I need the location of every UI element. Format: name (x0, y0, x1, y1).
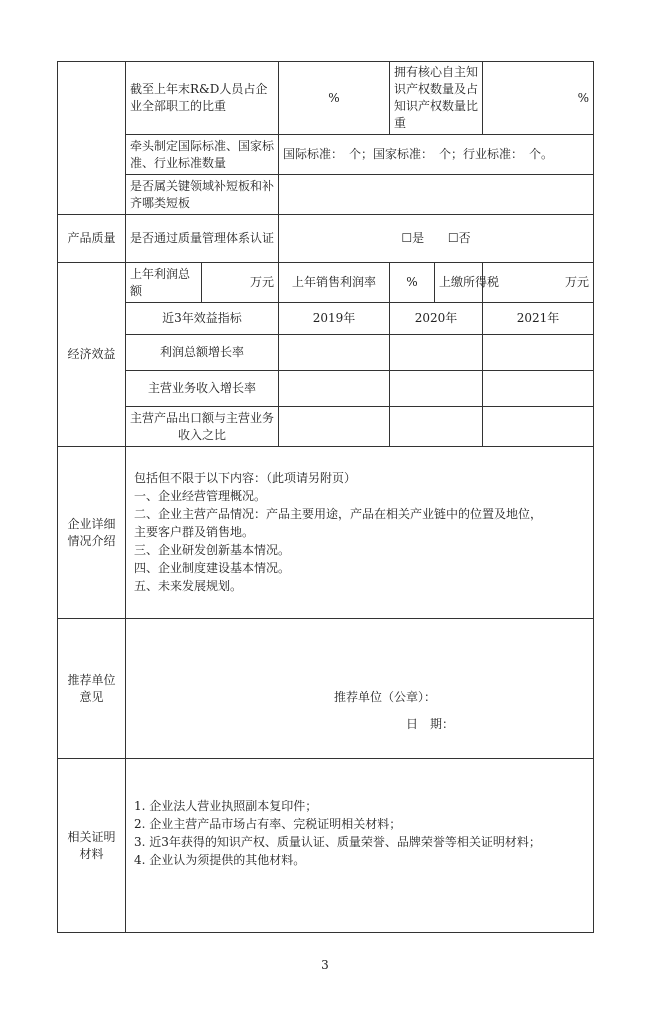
materials-line: 4. 企业认为须提供的其他材料。 (134, 853, 306, 867)
metric-revenue-growth: 主营业务收入增长率 (126, 371, 279, 407)
page-number: 3 (321, 958, 329, 972)
metric-cell (390, 335, 483, 371)
materials-line: 2. 企业主营产品市场占有率、完税证明相关材料； (134, 817, 402, 831)
tax-unit: 万元 (483, 263, 594, 303)
metric-cell (279, 407, 390, 447)
recommend-seal-label: 推荐单位（公章）： (334, 690, 437, 704)
metric-cell (483, 407, 594, 447)
details-line: 三、企业研发创新基本情况。 (134, 543, 291, 557)
details-line: 二、企业主营产品情况：产品主要用途，产品在相关产业链中的位置及地位， (134, 507, 543, 521)
profit-unit: 万元 (202, 263, 279, 303)
standards-value: 国际标准： 个；国家标准： 个；行业标准： 个。 (279, 135, 594, 175)
shortboard-value (279, 175, 594, 215)
recommend-section-label: 推荐单位意见 (58, 619, 126, 759)
quality-cert-label: 是否通过质量管理体系认证 (126, 215, 279, 263)
materials-line: 3. 近3年获得的知识产权、质量认证、质量荣誉、品牌荣誉等相关证明材料； (134, 835, 541, 849)
rd-ratio-label: 截至上年末R&D人员占企业全部职工的比重 (126, 62, 279, 135)
shortboard-label: 是否属关键领域补短板和补齐哪类短板 (126, 175, 279, 215)
ip-unit: % (483, 62, 594, 135)
profit-label: 上年利润总额 (126, 263, 202, 303)
recommend-date-label: 日 期： (406, 717, 455, 731)
metric-cell (279, 335, 390, 371)
year-2020: 2020年 (390, 303, 483, 335)
details-line: 主要客户群及销售地。 (134, 525, 255, 539)
metric-cell (390, 371, 483, 407)
details-line: 五、未来发展规划。 (134, 579, 243, 593)
standards-label: 牵头制定国际标准、国家标准、行业标准数量 (126, 135, 279, 175)
ip-label: 拥有核心自主知识产权数量及占知识产权数量比重 (390, 62, 483, 135)
quality-no-checkbox[interactable]: ☐否 (447, 231, 471, 245)
top-section-cell (58, 62, 126, 215)
metric-cell (279, 371, 390, 407)
year-2019: 2019年 (279, 303, 390, 335)
economic-section-label: 经济效益 (58, 263, 126, 447)
recommend-sign-area (126, 619, 593, 749)
metric-export-ratio: 主营产品出口额与主营业务收入之比 (126, 407, 279, 447)
details-line: 四、企业制度建设基本情况。 (134, 561, 291, 575)
margin-label: 上年销售利润率 (279, 263, 390, 303)
quality-yes-checkbox[interactable]: ☐是 (401, 231, 425, 245)
details-line: 包括但不限于以下内容：（此项请另附页） (134, 471, 357, 485)
details-content (126, 447, 594, 619)
tax-label: 上缴所得税 (435, 263, 483, 303)
materials-content (126, 759, 594, 933)
metric-cell (483, 335, 594, 371)
metric-cell (390, 407, 483, 447)
year-2021: 2021年 (483, 303, 594, 335)
details-line: 一、企业经营管理概况。 (134, 489, 267, 503)
quality-section-label: 产品质量 (58, 215, 126, 263)
rd-ratio-unit: % (279, 62, 390, 135)
details-section-label: 企业详细情况介绍 (58, 447, 126, 619)
indicator-label: 近3年效益指标 (126, 303, 279, 335)
application-form-table (57, 61, 594, 933)
materials-section-label: 相关证明材料 (58, 759, 126, 933)
quality-options (279, 215, 594, 263)
recommend-content (126, 619, 594, 759)
materials-line: 1. 企业法人营业执照副本复印件； (134, 799, 318, 813)
metric-profit-growth: 利润总额增长率 (126, 335, 279, 371)
margin-unit: % (390, 263, 435, 303)
metric-cell (483, 371, 594, 407)
